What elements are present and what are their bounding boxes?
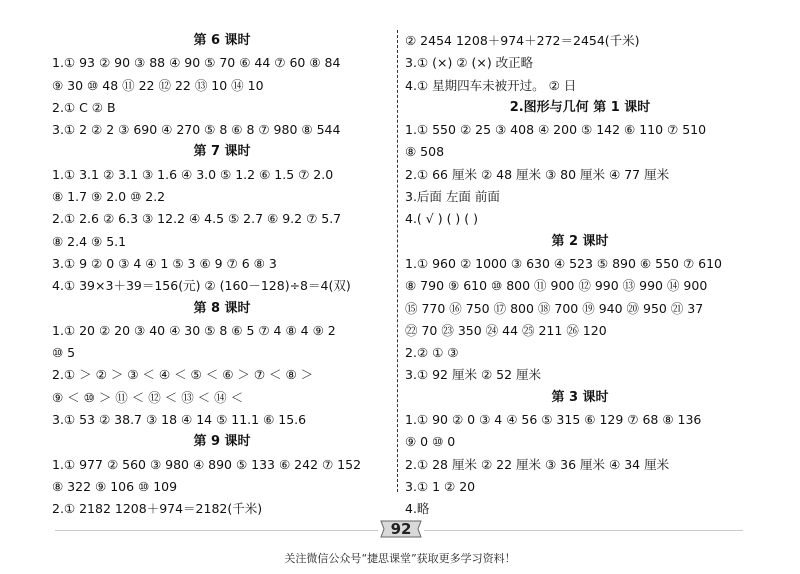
right-answer-line: ⑧ 508 <box>405 144 445 160</box>
left-answer-line: 3.① 9 ② 0 ③ 4 ④ 1 ⑤ 3 ⑥ 9 ⑦ 6 ⑧ 3 <box>52 255 277 271</box>
left-answer-line: 3.① 53 ② 38.7 ③ 18 ④ 14 ⑤ 11.1 ⑥ 15.6 <box>52 412 307 428</box>
left-section-title: 第 9 课时 <box>193 434 251 450</box>
right-answer-line: 1.① 960 ② 1000 ③ 630 ④ 523 ⑤ 890 ⑥ 550 ⑦ 610 <box>405 255 722 271</box>
right-answer-line: 4.( √ ) ( ) ( ) <box>405 211 478 227</box>
left-answer-line: ⑧ 1.7 ⑨ 2.0 ⑩ 2.2 <box>52 189 166 205</box>
right-answer-line: 2.② ① ③ <box>405 345 459 361</box>
left-answer-line: 2.① ＞ ② ＞ ③ ＜ ④ ＜ ⑤ ＜ ⑥ ＞ ⑦ ＜ ⑧ ＞ <box>52 367 314 383</box>
left-answer-line: 2.① 2.6 ② 6.3 ③ 12.2 ④ 4.5 ⑤ 2.7 ⑥ 9.2 ⑦ 5.7 <box>52 211 342 227</box>
left-answer-line: ⑧ 2.4 ⑨ 5.1 <box>52 233 127 249</box>
right-answer-line: ⑮ 770 ⑯ 750 ⑰ 800 ⑱ 700 ⑲ 940 ⑳ 950 ㉑ 37 <box>405 300 704 316</box>
right-section-title: 第 3 课时 <box>551 389 609 405</box>
left-section-title: 第 8 课时 <box>193 300 251 316</box>
left-answer-line: 1.① 93 ② 90 ③ 88 ④ 90 ⑤ 70 ⑥ 44 ⑦ 60 ⑧ 84 <box>52 55 341 71</box>
left-answer-line: 1.① 977 ② 560 ③ 980 ④ 890 ⑤ 133 ⑥ 242 ⑦ 152 <box>52 456 362 472</box>
right-answer-line: ② 2454 1208＋974＋272＝2454(千米) <box>405 33 640 48</box>
right-answer-line: 1.① 550 ② 25 ③ 408 ④ 200 ⑤ 142 ⑥ 110 ⑦ 510 <box>405 122 707 138</box>
right-answer-column <box>405 30 755 521</box>
page-number: 92 <box>390 520 412 538</box>
right-answer-line: ㉒ 70 ㉓ 350 ㉔ 44 ㉕ 211 ㉖ 120 <box>405 322 607 338</box>
left-answer-line: 4.① 39×3＋39＝156(元) ② (160－128)÷8＝4(双) <box>52 278 351 294</box>
right-answer-line: ⑨ 0 ⑩ 0 <box>405 434 456 450</box>
page-number-badge <box>378 517 424 541</box>
left-answer-line: ⑩ 5 <box>52 345 76 361</box>
right-answer-line: 3.后面 左面 前面 <box>405 189 500 205</box>
left-answer-line: 2.① 2182 1208＋974＝2182(千米) <box>52 501 263 517</box>
right-answer-line: 2.① 28 厘米 ② 22 厘米 ③ 36 厘米 ④ 34 厘米 <box>405 456 670 472</box>
right-section-title: 第 2 课时 <box>551 233 609 249</box>
right-answer-line: 4.① 星期四车未被开过。 ② 日 <box>405 77 577 93</box>
left-answer-column <box>52 30 392 521</box>
footer-note: 关注微信公众号“捷思课堂”获取更多学习资料！ <box>284 552 516 565</box>
left-answer-line: 2.① C ② B <box>52 99 116 115</box>
left-answer-line: 1.① 3.1 ② 3.1 ③ 1.6 ④ 3.0 ⑤ 1.2 ⑥ 1.5 ⑦ 2.0 <box>52 166 334 182</box>
right-answer-line: 3.① 92 厘米 ② 52 厘米 <box>405 367 542 383</box>
left-section-title: 第 6 课时 <box>193 33 251 48</box>
right-answer-line: 3.① (×) ② (×) 改正略 <box>405 55 534 71</box>
column-divider <box>397 30 398 492</box>
right-answer-line: ⑧ 790 ⑨ 610 ⑩ 800 ⑪ 900 ⑫ 990 ⑬ 990 ⑭ 900 <box>405 278 708 294</box>
left-answer-line: 3.① 2 ② 2 ③ 690 ④ 270 ⑤ 8 ⑥ 8 ⑦ 980 ⑧ 544 <box>52 122 341 138</box>
left-answer-line: ⑧ 322 ⑨ 106 ⑩ 109 <box>52 478 178 494</box>
left-answer-line: ⑨ 30 ⑩ 48 ⑪ 22 ⑫ 22 ⑬ 10 ⑭ 10 <box>52 77 264 93</box>
left-answer-line: 1.① 20 ② 20 ③ 40 ④ 30 ⑤ 8 ⑥ 5 ⑦ 4 ⑧ 4 ⑨ 2 <box>52 322 336 338</box>
left-section-title: 第 7 课时 <box>193 144 251 160</box>
right-answer-line: 2.① 66 厘米 ② 48 厘米 ③ 80 厘米 ④ 77 厘米 <box>405 166 670 182</box>
right-answer-line: 3.① 1 ② 20 <box>405 478 476 494</box>
right-answer-line: 4.略 <box>405 501 430 517</box>
right-section-title: 2.图形与几何 第 1 课时 <box>509 99 651 115</box>
left-answer-line: ⑨ ＜ ⑩ ＞ ⑪ ＜ ⑫ ＜ ⑬ ＜ ⑭ ＜ <box>52 389 244 405</box>
right-answer-line: 1.① 90 ② 0 ③ 4 ④ 56 ⑤ 315 ⑥ 129 ⑦ 68 ⑧ 136 <box>405 412 702 428</box>
